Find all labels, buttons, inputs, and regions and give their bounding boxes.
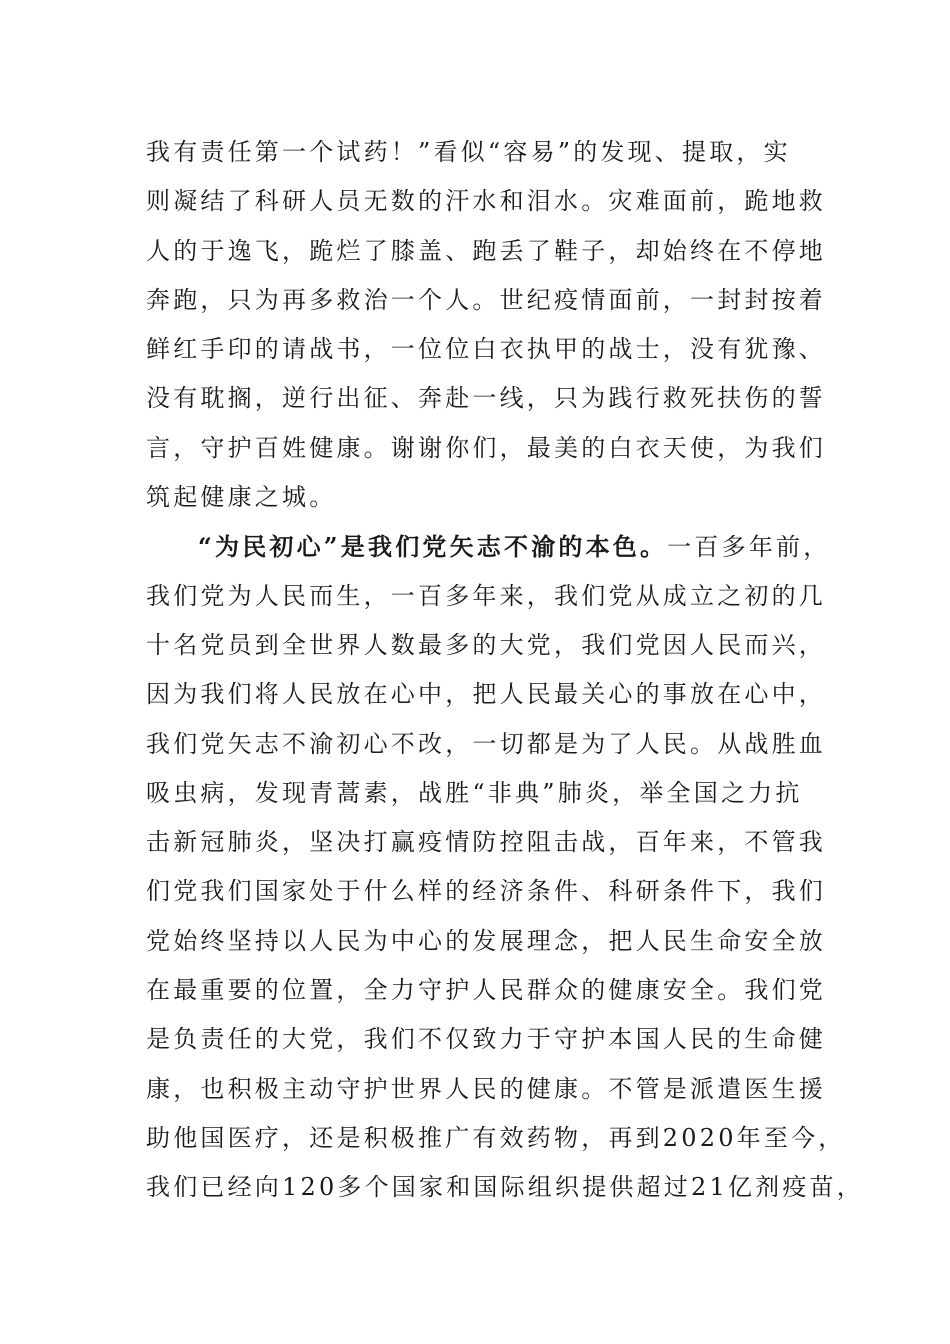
paragraph-lead-rest: 一百多年前， xyxy=(667,533,831,562)
text-line: 吸虫病，发现青蒿素，战胜“非典”肺炎，举全国之力抗 xyxy=(146,778,803,807)
text-line: 我有责任第一个试药！”看似“容易”的发现、提取，实 xyxy=(146,138,791,166)
paragraph-1 xyxy=(146,128,826,522)
text-line: 击新冠肺炎，坚决打赢疫情防控阻击战，百年来，不管我 xyxy=(146,828,826,857)
paragraph-lead-heading: “为民初心”是我们党矢志不渝的本色。 xyxy=(198,532,668,562)
text-line: 奔跑，只为再多救治一个人。世纪疫情面前，一封封按着 xyxy=(146,285,826,314)
paragraph-2-first-line xyxy=(146,522,831,571)
text-line: 没有耽搁，逆行出征、奔赴一线，只为践行救死扶伤的誓 xyxy=(146,384,826,413)
body-text xyxy=(146,128,864,1213)
text-line: 我们党为人民而生，一百多年来，我们党从成立之初的几 xyxy=(146,581,826,610)
text-line: 人的于逸飞，跪烂了膝盖、跑丢了鞋子，却始终在不停地 xyxy=(146,236,826,265)
text-line: 鲜红手印的请战书，一位位白衣执甲的战士，没有犹豫、 xyxy=(146,335,826,364)
text-line: 在最重要的位置，全力守护人民群众的健康安全。我们党 xyxy=(146,976,826,1005)
paragraph-2 xyxy=(146,522,864,1212)
text-line: 助他国医疗，还是积极推广有效药物，再到2020年至今， xyxy=(146,1123,846,1152)
text-line: 我们党矢志不渝初心不改，一切都是为了人民。从战胜血 xyxy=(146,729,826,758)
text-line: 因为我们将人民放在心中，把人民最关心的事放在心中， xyxy=(146,680,826,709)
text-line: 我们已经向120多个国家和国际组织提供超过21亿剂疫苗， xyxy=(146,1173,864,1202)
text-line: 康，也积极主动守护世界人民的健康。不管是派遣医生援 xyxy=(146,1074,826,1103)
text-line: 党始终坚持以人民为中心的发展理念，把人民生命安全放 xyxy=(146,926,826,955)
text-line: 十名党员到全世界人数最多的大党，我们党因人民而兴， xyxy=(146,630,826,659)
text-line: 们党我们国家处于什么样的经济条件、科研条件下，我们 xyxy=(146,877,826,906)
text-line: 是负责任的大党，我们不仅致力于守护本国人民的生命健 xyxy=(146,1025,826,1054)
text-line: 言，守护百姓健康。谢谢你们，最美的白衣天使，为我们 xyxy=(146,433,826,462)
text-line: 则凝结了科研人员无数的汗水和泪水。灾难面前，跪地救 xyxy=(146,187,826,216)
text-line: 筑起健康之城。 xyxy=(146,483,337,512)
